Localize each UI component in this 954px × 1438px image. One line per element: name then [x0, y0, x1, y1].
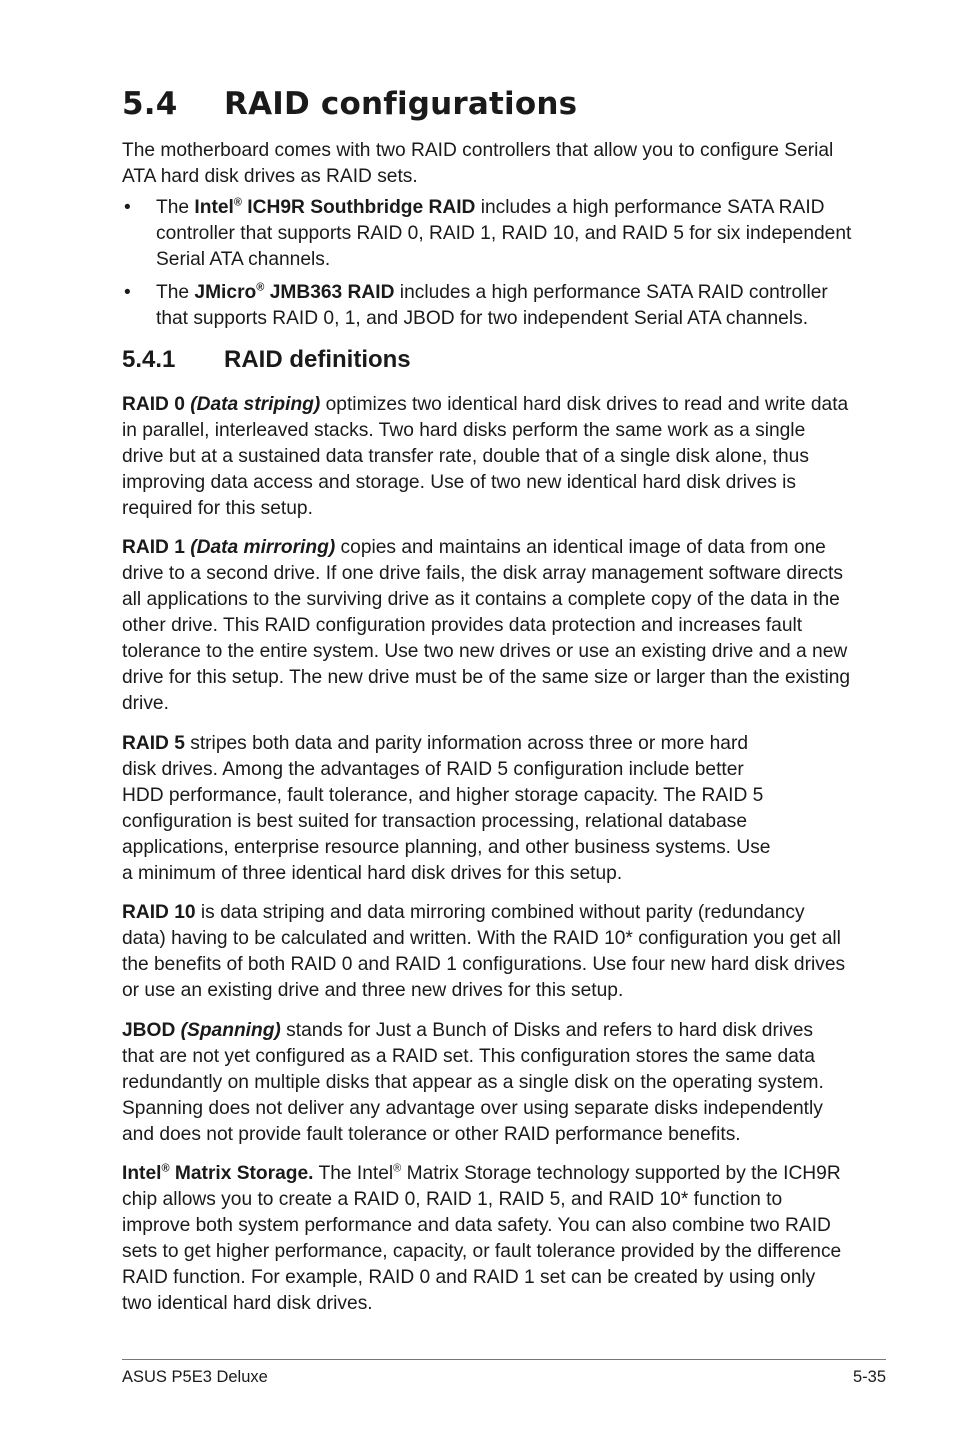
bullet-text: includes a high performance SATA RAID controller that supports RAID 0, RAID 1, RAID 10, and RAID 5 for six independent Serial ATA channels. — [156, 197, 852, 270]
definition-text: stands for Just a Bunch of Disks and refers to hard disk drives that are not yet configured as a RAID set. This configuration stores the same data redundantly on multiple disks that appear as a single disk on the operating system. Spanning does not deliver any advantage over using separate disks independently and does not provide fault tolerance or other RAID performance benefits. — [122, 1020, 824, 1145]
bullet-lead: The — [156, 282, 195, 303]
registered-mark: ® — [161, 1162, 170, 1175]
definition-qualifier: (Spanning) — [180, 1020, 281, 1041]
subsection-number: 5.4.1 — [122, 346, 176, 373]
list-item — [122, 280, 852, 332]
definition-term: RAID 1 — [122, 537, 191, 558]
matrix-storage-definition — [122, 1161, 847, 1317]
footer-page-number: 5-35 — [852, 1368, 886, 1386]
list-item — [122, 195, 852, 273]
bullet-text: includes a high performance SATA RAID controller that supports RAID 0, 1, and JBOD for two independent Serial ATA channels. — [156, 282, 828, 329]
definition-text: is data striping and data mirroring combined without parity (redundancy data) having to be calculated and written. With the RAID 10* configuration you get all the benefits of both RAID 0 and RAID 1 configurations. Use four new hard disk drives or use an existing drive and three new drives for this setup. — [122, 902, 846, 1001]
definition-term: RAID 10 — [122, 902, 196, 923]
subsection-heading — [122, 346, 411, 374]
definition-text: optimizes two identical hard disk drives to read and write data in parallel, interleaved stacks. Two hard disks perform the same work as a single drive but at a sustained data transfer rate, double that of a single disk alone, thus improving data access and storage. Use of two new identical hard disk drives is required for this setup. — [122, 394, 849, 519]
matrix-lead: The Intel — [313, 1163, 394, 1184]
bullet-marker: • — [124, 282, 131, 303]
registered-mark: ® — [233, 196, 242, 209]
matrix-brand: Intel — [122, 1163, 162, 1184]
definition-term: RAID 5 — [122, 733, 185, 754]
controller-brand: Intel — [194, 197, 234, 218]
controller-name: ICH9R Southbridge RAID — [241, 197, 476, 218]
section-number: 5.4 — [122, 86, 178, 122]
section-title: RAID configurations — [224, 86, 578, 122]
footer-product-name: ASUS P5E3 Deluxe — [122, 1368, 268, 1386]
section-heading — [122, 86, 577, 122]
definition-qualifier: (Data mirroring) — [190, 537, 336, 558]
raid0-definition — [122, 392, 852, 522]
definition-text: stripes both data and parity information across three or more hard disk drives. Among the advantages of RAID 5 configuration include better HDD performance, fault tolerance, and higher storage capacity. The RAID 5 configuration is best suited for transaction processing, relational database applications, enterprise resource planning, and other business systems. Use a minimum of three identical hard disk drives for this setup. — [122, 733, 771, 884]
registered-mark: ® — [256, 281, 265, 294]
registered-mark: ® — [393, 1162, 402, 1175]
bullet-marker: • — [124, 197, 131, 218]
subsection-title: RAID definitions — [224, 346, 411, 373]
definition-term: RAID 0 — [122, 394, 191, 415]
footer-divider — [122, 1359, 886, 1360]
jbod-definition — [122, 1018, 847, 1148]
raid10-definition — [122, 900, 852, 1004]
controller-name: JMB363 RAID — [264, 282, 395, 303]
bullet-lead: The — [156, 197, 195, 218]
raid1-definition — [122, 535, 852, 717]
definition-text: copies and maintains an identical image of data from one drive to a second drive. If one drive fails, the disk array management software directs all applications to the surviving drive as it contains a complete copy of the data in the other drive. This RAID configuration provides data protection and increases fault tolerance to the entire system. Use two new drives or use an existing drive and a new drive for this setup. The new drive must be of the same size or larger than the existing drive. — [122, 537, 851, 714]
raid5-definition — [122, 731, 772, 887]
definition-term: JBOD — [122, 1020, 181, 1041]
definition-qualifier: (Data striping) — [190, 394, 321, 415]
controller-list — [122, 195, 852, 339]
matrix-term: Matrix Storage. — [169, 1163, 314, 1184]
matrix-text: Matrix Storage technology supported by the ICH9R chip allows you to create a RAID 0, RAID 1, RAID 5, and RAID 10* function to improve both system performance and data safety. You can also combine two RAID sets to get higher performance, capacity, or fault tolerance provided by the difference RAID function. For example, RAID 0 and RAID 1 set can be created by using only two identical hard disk drives. — [122, 1163, 842, 1314]
intro-paragraph: The motherboard comes with two RAID controllers that allow you to configure Serial ATA hard disk drives as RAID sets. — [122, 140, 834, 187]
controller-brand: JMicro — [194, 282, 257, 303]
